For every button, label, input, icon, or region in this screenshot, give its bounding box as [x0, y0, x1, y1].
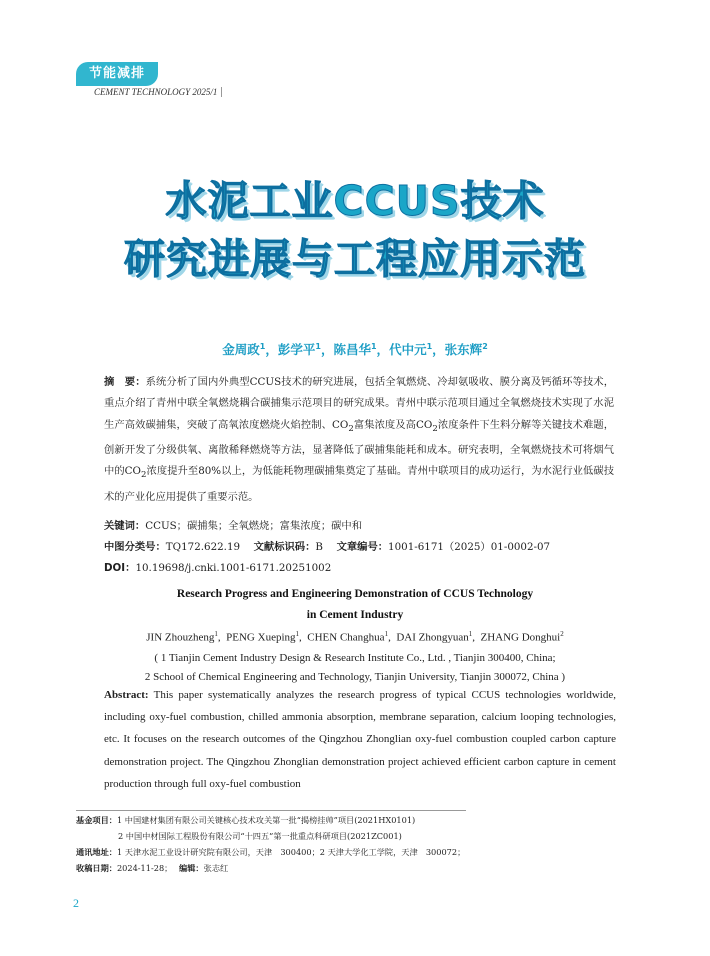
abstract-label: 摘 要： — [104, 376, 146, 388]
received-date-label: 收稿日期： — [76, 863, 117, 873]
doi — [104, 559, 624, 574]
article-no-value: 1001-6171（2025）01-0002-07 — [388, 541, 551, 553]
author-aff: 1 — [384, 630, 389, 638]
en-affiliation-1: ( 1 Tianjin Cement Industry Design & Research Institute Co., Ltd. , Tianjin 300400, China; — [154, 652, 556, 664]
address-footnote — [76, 847, 465, 858]
author-aff: 1 — [370, 341, 377, 351]
received-date-value: 2024-11-28； — [116, 863, 169, 873]
fund-footnote — [76, 815, 415, 826]
clc-value: TQ172.622.19 — [165, 541, 241, 553]
doi-label: DOI： — [104, 562, 136, 574]
author-name: ZHANG Donghui — [480, 631, 561, 644]
address-value: 1 天津水泥工业设计研究院有限公司，天津 300400；2 天津大学化工学院，天津 300072； — [116, 847, 466, 857]
address-label: 通讯地址： — [76, 847, 117, 857]
en-title-line-2: in Cement Industry — [306, 609, 404, 621]
authors-en: JIN Zhouzheng$^1$, PENG Xueping$^1$, CHEN Changhua$^1$, DAI Zhongyuan$^1$, ZHANG Donghui$^2$ — [146, 630, 564, 644]
editor-label: 编辑： — [179, 863, 204, 873]
editor-value: 张志红 — [203, 863, 229, 873]
author-name: 彭学平 — [277, 342, 316, 357]
keywords-value: CCUS；碳捕集；全氧燃烧；富集浓度；碳中和 — [145, 520, 363, 532]
article-no-label: 文章编号： — [336, 541, 389, 553]
fund-footnote-2: 2 中国中材国际工程股份有限公司“十四五”第一批重点科研项目(2021ZC001) — [118, 831, 402, 841]
author-name: JIN Zhouzheng — [146, 631, 215, 644]
title-line-2: 研究进展与工程应用示范 — [124, 235, 586, 283]
doc-code-value: B — [315, 541, 323, 553]
author-aff: 2 — [560, 630, 564, 638]
author-name: DAI Zhongyuan — [396, 631, 469, 644]
author-name: PENG Xueping — [226, 631, 296, 644]
section-badge: 节能减排 — [76, 62, 158, 86]
author-aff: 1 — [214, 630, 218, 638]
author-aff: 1 — [315, 341, 321, 351]
abstract-text: 浓度条件下生料分解等关键技术难题，创新开发了分级供氧、离散稀释燃烧等方法，显著降低了碳捕集能耗和成本。研究表明，全氧燃烧技术可将烟气中的CO — [104, 418, 615, 478]
page-number: 2 — [73, 896, 79, 910]
subscript: 2 — [348, 423, 354, 434]
footnote-divider — [76, 810, 466, 811]
author-name: 张东辉 — [444, 342, 483, 357]
keywords-label: 关键词： — [104, 520, 146, 532]
abstract-text: 浓度提升至80%以上，为低能耗物理碳捕集奠定了基础。青州中联项目的成功运行，为水泥行业低碳技术的产业化应用提供了重要示范。 — [104, 465, 614, 503]
journal-header: CEMENT TECHNOLOGY 2025/1 — [94, 87, 222, 97]
subscript: 2 — [432, 423, 438, 434]
abstract-text: 富集浓度及高CO — [353, 418, 433, 431]
abstract-en-label: Abstract: — [104, 689, 149, 701]
authors-cn: 金周政$^1$，彭学平$^1$，陈昌华$^1$，代中元$^1$，张东辉$^2$ — [222, 341, 488, 357]
author-name: 金周政 — [222, 342, 260, 357]
author-name: CHEN Changhua — [307, 631, 385, 644]
date-footnote — [76, 863, 228, 874]
clc-label: 中图分类号： — [104, 541, 166, 553]
en-title-line-1: Research Progress and Engineering Demonstration of CCUS Technology — [176, 588, 534, 600]
title-line-1: 水泥工业CCUS技术 — [165, 177, 545, 225]
classification — [104, 538, 624, 553]
author-aff: 1 — [259, 341, 266, 351]
abstract-en-text: This paper systematically analyzes the research progress of typical CCUS technologies worldwide, including oxy-fuel combustion, chilled ammonia absorption, membrane separation, calcium looping technologies, etc. It focuses on the research outcomes of the Qingzhou Zhonglian oxy-fuel combustion coupled carbon capture demonstration project. The Qingzhou Zhonglian demonstration project achieved efficient carbon capture in cement production through full oxy-fuel combustion — [104, 689, 616, 790]
author-name: 代中元 — [389, 342, 427, 357]
keywords — [104, 517, 624, 532]
author-aff: 1 — [468, 630, 473, 638]
author-aff: 2 — [482, 341, 488, 351]
abstract-en — [104, 684, 616, 795]
author-aff: 1 — [426, 341, 433, 351]
abstract-cn — [104, 372, 614, 508]
doi-value: 10.19698/j.cnki.1001-6171.20251002 — [135, 562, 332, 574]
subscript: 2 — [141, 470, 147, 481]
author-aff: 1 — [295, 630, 300, 638]
fund-label: 基金项目： — [76, 815, 117, 825]
abstract-text: 系统分析了国内外典型CCUS技术的研究进展，包括全氧燃烧、冷却氨吸收、膜分离及钙循环等技术，重点介绍了青州中联全氧燃烧耦合碳捕集示范项目的研究成果。青州中联示范项目通过全氧燃烧技术实现了水泥生产高效碳捕集，突破了高氧浓度燃烧火焰控制、CO — [104, 376, 614, 431]
author-name: 陈昌华 — [333, 342, 371, 357]
fund-line-1: 1 中国建材集团有限公司关键核心技术攻关第一批“揭榜挂帅”项目(2021HX0101) — [116, 815, 416, 825]
en-affiliation-2: 2 School of Chemical Engineering and Technology, Tianjin University, Tianjin 300072, China ) — [144, 671, 566, 683]
doc-code-label: 文献标识码： — [253, 541, 316, 553]
